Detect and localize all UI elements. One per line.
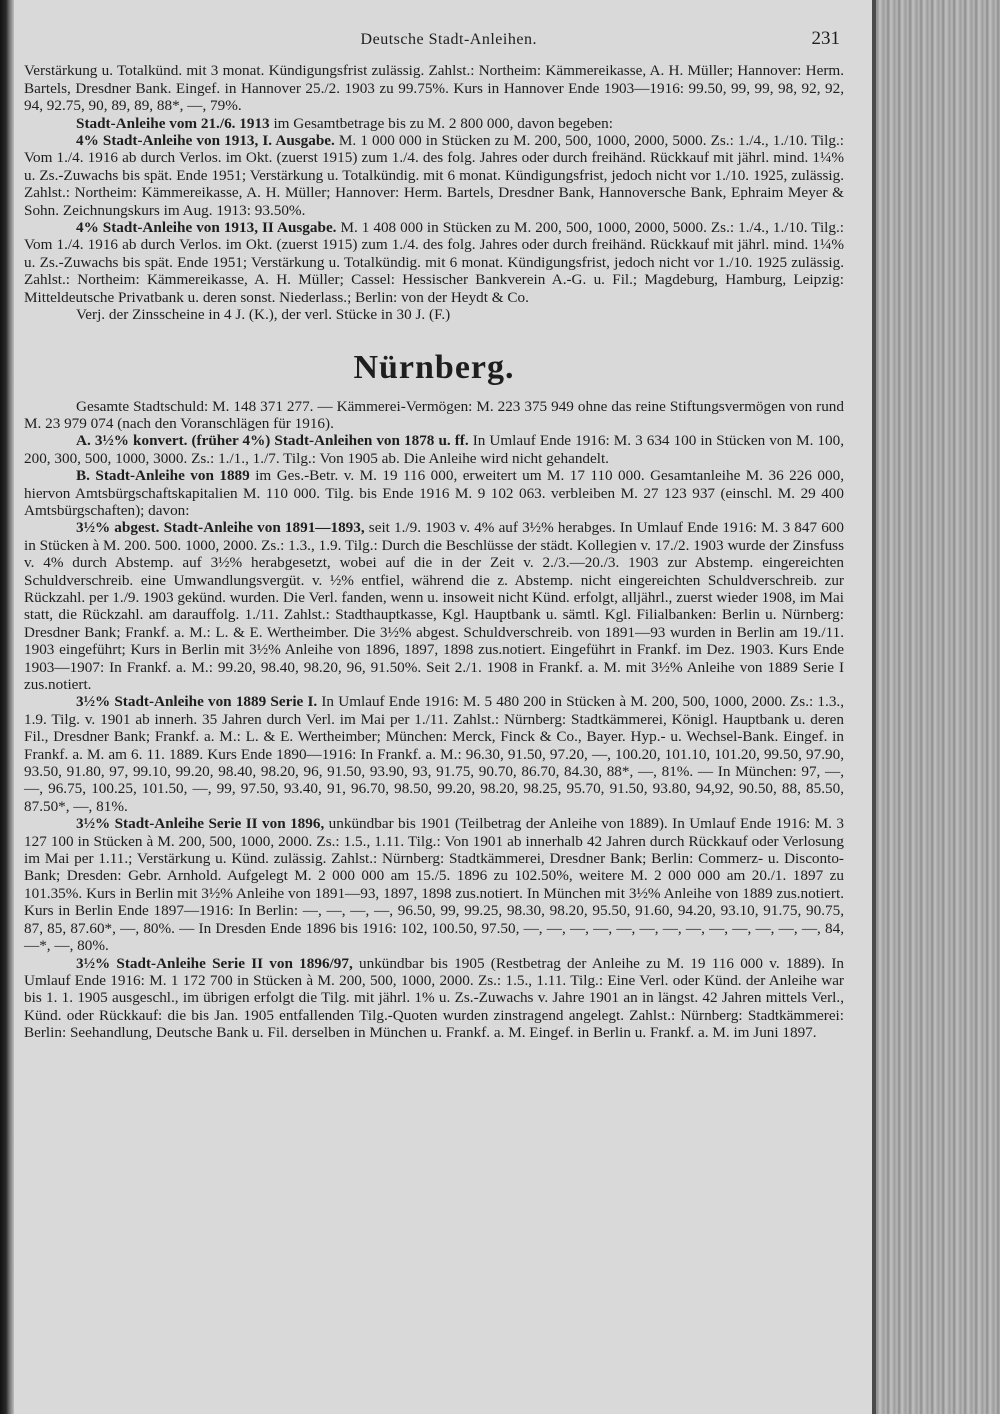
page-number: 231 [811, 28, 840, 49]
nuernberg-section-a: A. 3½% konvert. (früher 4%) Stadt-Anleihen von 1878 u. ff. In Umlauf Ende 1916: M. 3 634 100 in Stücken von M. 100, 200, 300, 500, 1000, 3000. Zs.: 1./1., 1./7. Tilg.: Von 1905 ab. Die Anleihe wird nicht gehandelt. [24, 432, 844, 467]
nuernberg-section-e: 3½% Stadt-Anleihe Serie II von 1896, unkündbar bis 1901 (Teilbetrag der Anleihe von 1889). In Umlauf Ende 1916: M. 3 127 100 in Stücken à M. 200, 500, 1000, 2000. Zs.: 1.5., 1.11. Tilg.: Von 1901 ab innerhalb 42 Jahren durch Rückkauf oder Verlosung im Mai per 1.11.; Verstärkung u. Künd. zulässig. Zahlst.: Nürnberg: Stadtkämmerei, Dresdner Bank; Berlin: Commerz- u. Disconto-Bank; Dresden: Gebr. Arnhold. Aufgelegt M. 2 000 000 am 15./5. 1896 zu 102.50%, weitere M. 2 000 000 am 20./1. 1897 zu 101.35%. Kurs in Berlin mit 3½% Anleihe von 1891—93, 1897, 1898 zus.notiert. In München mit 3½% Anleihe von 1889 zus.notiert. Kurs in Berlin Ende 1897—1916: In Berlin: —, —, —, —, 96.50, 99, 99.25, 98.30, 98.20, 95.50, 91.60, 94.20, 93.10, 91.75, 90.75, 87, 85, 87.60*, —, 80%. — In Dresden Ende 1896 bis 1916: 102, 100.50, 97.50, —, —, —, —, —, —, —, —, —, —, —, —, —, 84, —*, —, 80%. [24, 815, 844, 955]
section-heading: 4% Stadt-Anleihe von 1913, II Ausgabe. [76, 219, 337, 237]
northeim-paragraph-3: 4% Stadt-Anleihe von 1913, I. Ausgabe. M. 1 000 000 in Stücken zu M. 200, 500, 1000, 2000, 5000. Zs.: 1./4., 1./10. Tilg.: Vom 1./4. 1916 ab durch Verlos. im Okt. (zuerst 1915) zum 1./4. des folg. Jahres oder durch freihänd. Rückkauf mit jährl. mind. 1¼% u. Zs.-Zuwachs bis spät. Ende 1951; Verstärkung u. Totalkündig. mit 6 monat. Kündigungsfrist, jedoch nicht vor 1./10. 1925, zulässig. Zahlst.: Northeim: Kämmereikasse, A. H. Müller; Hannover: Herm. Bartels, Dresdner Bank, Hannoversche Bank, Ephraim Meyer & Sohn. Zeichnungskurs im Aug. 1913: 93.50%. [24, 132, 844, 219]
section-heading: 3½% Stadt-Anleihe von 1889 Serie I. [76, 693, 318, 711]
nuernberg-section-f: 3½% Stadt-Anleihe Serie II von 1896/97, unkündbar bis 1905 (Restbetrag der Anleihe zu M. 19 116 000 v. 1889). In Umlauf Ende 1916: M. 1 172 700 in Stücken à M. 200, 500, 1000, 2000. Zs.: 1.5., 1.11. Tilg.: Eine Verl. oder Künd. der Anleihe war bis 1. 1. 1905 ausgeschl., im übrigen erfolgt die Tilg. mit jährl. 1% u. Zs.-Zuwachs v. Jahre 1901 an in längst. 42 Jahren mittels Verl., Künd. oder Rückkauf: die bis Jan. 1905 entfallenden Tilg.-Quoten wurden zinstragend angelegt. Zahlst.: Nürnberg: Stadtkämmerei: Berlin: Seehandlung, Deutsche Bank u. Fil. derselben in München u. Frankf. a. M. Eingef. in Berlin u. Frankf. a. M. im Juni 1897. [24, 954, 844, 1042]
nuernberg-section-b: B. Stadt-Anleihe von 1889 im Ges.-Betr. v. M. 19 116 000, erweitert um M. 17 110 000. Gesamtanleihe M. 36 226 000, hiervon Amtsbürgschaftskapitalien M. 110 000. Tilg. bis Ende 1916 M. 9 102 063. verbleiben M. 27 123 937 (einschl. M. 29 400 Amtsbürgschaften); davon: [24, 467, 844, 519]
nuernberg-section-d: 3½% Stadt-Anleihe von 1889 Serie I. In Umlauf Ende 1916: M. 5 480 200 in Stücken à M. 200, 500, 1000, 2000. Zs.: 1.3., 1.9. Tilg. v. 1901 ab innerh. 35 Jahren durch Verl. im Mai per 1./11. Zahlst.: Nürnberg: Stadtkämmerei, Königl. Hauptbank u. deren Fil., Dresdner Bank; Frankf. a. M.: L. & E. Wertheimber; München: Merck, Finck & Co., Bayer. Hyp.- u. Wechsel-Bank. Eingef. in Frankf. a. M. am 6. 11. 1889. Kurs Ende 1890—1916: In Frankf. a. M.: 96.30, 91.50, 97.20, —, 100.20, 101.10, 101.20, 99.50, 97.90, 93.50, 91.80, 97, 99.10, 99.20, 98.40, 98.20, 96, 91.50, 93.90, 93, 91.75, 90.70, 86.70, 84.30, 88*, —, 81%. — In München: 97, —, —, 96.75, 100.25, 101.50, —, 99, 97.50, 93.40, 91, 96.70, 98.50, 99.20, 98.20, 98.25, 95.70, 91.50, 93.80, 94,92, 90.50, 88, 85.50, 87.50*, —, 81%. [24, 693, 845, 815]
northeim-paragraph-4: 4% Stadt-Anleihe von 1913, II Ausgabe. M. 1 408 000 in Stücken zu M. 200, 500, 1000, 2000, 5000. Zs.: 1./4., 1./10. Tilg.: Vom 1./4. 1916 ab durch Verlos. im Okt. (zuerst 1915) zum 1./4. des folg. Jahres oder durch freihänd. Rückkauf mit jährl. mind. 1¼% u. Zs.-Zuwachs bis spät. Ende 1951; Verstärkung u. Totalkündig. mit 6 monat. Kündigungsfrist, jedoch nicht vor 1./10. 1925 zulässig. Zahlst.: Northeim: Kämmereikasse, A. H. Müller; Cassel: Hessischer Bankverein A.-G. u. Fil.; Magdeburg, Hamburg, Leipzig: Mitteldeutsche Privatbank u. deren sonst. Niederlass.; Berlin: von der Heydt & Co. [24, 219, 844, 306]
section-heading: Stadt-Anleihe vom 21./6. 1913 [76, 114, 270, 132]
running-title: Deutsche Stadt-Anleihen. [360, 31, 537, 48]
section-heading: A. 3½% konvert. (früher 4%) Stadt-Anleihen von 1878 u. ff. [76, 432, 469, 450]
nuernberg-intro: Gesamte Stadtschuld: M. 148 371 277. — Kämmerei-Vermögen: M. 223 375 949 ohne das reine Stiftungsvermögen von rund M. 23 979 074 (nach den Voranschlägen für 1916). [24, 397, 844, 432]
scan-left-edge [0, 0, 14, 1414]
book-page-edges [872, 0, 1000, 1414]
city-title: Nürnberg. [353, 348, 515, 386]
section-heading: 3½% Stadt-Anleihe Serie II von 1896, [76, 815, 325, 833]
section-heading: B. Stadt-Anleihe von 1889 [76, 467, 250, 485]
page-text [24, 30, 844, 1042]
section-heading: 3½% Stadt-Anleihe Serie II von 1896/97, [76, 954, 353, 972]
northeim-paragraph-1: Verstärkung u. Totalkünd. mit 3 monat. Kündigungsfrist zulässig. Zahlst.: Northeim: Kämmereikasse, A. H. Müller; Hannover: Herm. Bartels, Dresdner Bank. Eingef. in Hannover 25./2. 1903 zu 99.75%. Kurs in Hannover Ende 1903—1916: 99.50, 99, 99, 98, 92, 92, 94, 92.75, 90, 89, 89, 88*, —, 79%. [24, 62, 844, 115]
page-header [24, 30, 844, 48]
northeim-paragraph-5: Verj. der Zinsscheine in 4 J. (K.), der verl. Stücke in 30 J. (F.) [76, 306, 451, 324]
section-heading: 3½% abgest. Stadt-Anleihe von 1891—1893, [76, 519, 365, 537]
northeim-paragraph-2: Stadt-Anleihe vom 21./6. 1913 im Gesamtbetrage bis zu M. 2 800 000, davon begeben: [76, 114, 613, 132]
nuernberg-section-c: 3½% abgest. Stadt-Anleihe von 1891—1893, seit 1./9. 1903 v. 4% auf 3½% herabges. In Umlauf Ende 1916: M. 3 847 600 in Stücken à M. 200. 500. 1000, 2000. Zs.: 1.3., 1.9. Tilg.: Durch die Beschlüsse der städt. Kollegien v. 17./2. 1903 wurde der Zinsfuss v. 4% durch Abstemp. auf 3½% herabgesetzt, wobei auf die in der Zeit v. 2./3.—20./3. 1903 zur Abstemp. eingereichten Schuldverschreib. eine Umwandlungsvergüt. v. ½% entfiel, während die z. Abstemp. nicht eingereichten Schuldverschreib. zur Rückzahl. per 1./9. 1903 gekünd. wurden. Die Verl. fanden, wenn u. insoweit nicht Künd. erfolgt, alljährl., zuerst wieder 1908, im Mai statt, die Rückzahl. am darauffolg. 1./11. Zahlst.: Stadthauptkasse, Kgl. Hauptbank u. sämtl. Kgl. Filialbanken: Berlin u. Nürnberg: Dresdner Bank; Frankf. a. M.: L. & E. Wertheimber. Die 3½% abgest. Schuldverschreib. von 1891—93 wurden in Berlin am 19./11. 1903 eingeführt; Kurs in Berlin mit 3½% Anleihe von 1896, 1897, 1898 zus.notiert. Eingeführt in Frankf. im Dez. 1903. Kurs Ende 1903—1907: In Frankf. a. M.: 99.20, 98.40, 98.20, 96, 91.50%. Seit 2./1. 1908 in Frankf. a. M. mit 3½% Anleihe von 1889 Serie I zus.notiert. [24, 519, 844, 693]
section-heading: 4% Stadt-Anleihe von 1913, I. Ausgabe. [76, 132, 335, 150]
